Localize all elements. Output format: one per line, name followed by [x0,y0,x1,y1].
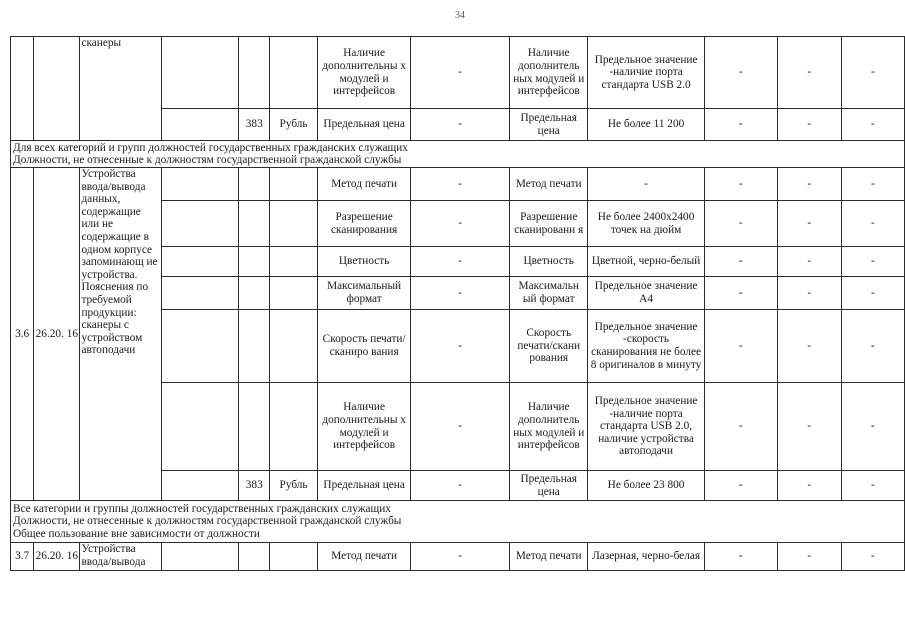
reserved-cell [162,109,239,141]
dash-cell: - [841,471,904,501]
dash-cell: - [704,277,777,310]
value-cell: Цветной, черно-белый [588,247,704,277]
value-cell: Не более 2400x2400 точек на дюйм [588,201,704,247]
category-group-row [11,141,905,168]
okei-cell [239,310,270,383]
dash-cell: - [777,471,841,501]
dash-cell: - [704,310,777,383]
dash-cell: - [411,37,510,109]
dash-cell: - [777,37,841,109]
dash-cell: - [704,543,777,571]
dash-cell: - [411,247,510,277]
code-cell: 26.20. 16 [34,543,80,571]
category-group-row [11,501,905,543]
category-line: Должности, не отнесенные к должностям государственной гражданской службы [13,515,402,528]
value-cell: Не более 23 800 [588,471,704,501]
unit-cell: Рубль [270,109,318,141]
characteristic2-cell: Максимальн ый формат [510,277,588,310]
category-line: Общее пользование вне зависимости от должности [13,527,260,540]
dash-cell: - [411,109,510,141]
dash-cell: - [411,383,510,471]
product-name-cell: сканеры [80,37,162,141]
characteristic2-cell: Разрешение сканировани я [510,201,588,247]
dash-cell: - [411,277,510,310]
requirements-table [10,36,905,571]
num-cell: 3.7 [11,543,34,571]
characteristic-cell: Наличие дополнительны х модулей и интерфейсов [318,383,411,471]
table-row [11,37,905,109]
dash-cell: - [704,201,777,247]
dash-cell: - [704,109,777,141]
okei-cell: 383 [239,109,270,141]
dash-cell: - [841,37,904,109]
characteristic-cell: Максимальный формат [318,277,411,310]
dash-cell: - [841,383,904,471]
dash-cell: - [777,247,841,277]
dash-cell: - [411,310,510,383]
dash-cell: - [411,201,510,247]
dash-cell: - [704,168,777,201]
dash-cell: - [704,471,777,501]
dash-cell: - [704,37,777,109]
dash-cell: - [411,471,510,501]
characteristic-cell: Предельная цена [318,471,411,501]
value-cell: Предельное значение -наличие порта стандарта USB 2.0, наличие устройства автоподачи [588,383,704,471]
value-cell: - [588,168,704,201]
characteristic2-cell: Цветность [510,247,588,277]
reserved-cell [162,201,239,247]
dash-cell: - [777,109,841,141]
unit-cell [270,37,318,109]
okei-cell [239,37,270,109]
dash-cell: - [841,168,904,201]
dash-cell: - [841,543,904,571]
characteristic-cell: Предельная цена [318,109,411,141]
code-cell: 26.20. 16 [34,168,80,501]
dash-cell: - [411,168,510,201]
dash-cell: - [841,201,904,247]
characteristic-cell: Наличие дополнительны х модулей и интерфейсов [318,37,411,109]
category-group-cell [11,141,905,168]
okei-cell: 383 [239,471,270,501]
dash-cell: - [777,201,841,247]
characteristic2-cell: Наличие дополнитель ных модулей и интерфейсов [510,37,588,109]
unit-cell [270,247,318,277]
characteristic-cell: Цветность [318,247,411,277]
dash-cell: - [777,543,841,571]
okei-cell [239,383,270,471]
dash-cell: - [777,383,841,471]
value-cell: Лазерная, черно-белая [588,543,704,571]
reserved-cell [162,471,239,501]
code-cell [34,37,80,141]
num-cell [11,37,34,141]
dash-cell: - [777,168,841,201]
category-line: Должности, не отнесенные к должностям государственной гражданской службы [13,154,402,166]
page-number: 34 [455,10,465,21]
category-line: Все категории и группы должностей государственных гражданских служащих [13,502,391,515]
okei-cell [239,543,270,571]
dash-cell: - [841,109,904,141]
unit-cell [270,383,318,471]
table-row [11,168,905,201]
unit-cell [270,543,318,571]
dash-cell: - [777,277,841,310]
product-name-cell: Устройства ввода/вывода данных, содержащие или не содержащие в одном корпусе запоминающ ие устройства. Пояснения по требуемой продукции: сканеры с устройством автоподачи [80,168,162,501]
characteristic2-cell: Наличие дополнитель ных модулей и интерфейсов [510,383,588,471]
characteristic2-cell: Предельная цена [510,471,588,501]
num-cell: 3.6 [11,168,34,501]
product-name-cell: Устройства ввода/вывода [80,543,162,571]
category-line: Для всех категорий и групп должностей государственных гражданских служащих [13,141,408,154]
dash-cell: - [841,310,904,383]
reserved-cell [162,247,239,277]
okei-cell [239,168,270,201]
value-cell: Не более 11 200 [588,109,704,141]
dash-cell: - [841,247,904,277]
dash-cell: - [704,247,777,277]
unit-cell [270,201,318,247]
reserved-cell [162,277,239,310]
unit-cell [270,310,318,383]
characteristic-cell: Метод печати [318,168,411,201]
characteristic-cell: Метод печати [318,543,411,571]
reserved-cell [162,383,239,471]
value-cell: Предельное значение -скорость сканирования не более 8 оригиналов в минуту [588,310,704,383]
table-row [11,543,905,571]
unit-cell: Рубль [270,471,318,501]
unit-cell [270,277,318,310]
characteristic2-cell: Скорость печати/скани рования [510,310,588,383]
value-cell: Предельное значение -наличие порта стандарта USB 2.0 [588,37,704,109]
okei-cell [239,247,270,277]
characteristic2-cell: Метод печати [510,543,588,571]
reserved-cell [162,168,239,201]
reserved-cell [162,37,239,109]
okei-cell [239,201,270,247]
unit-cell [270,168,318,201]
category-group-cell [11,501,905,543]
characteristic-cell: Скорость печати/сканиро вания [318,310,411,383]
okei-cell [239,277,270,310]
characteristic2-cell: Предельная цена [510,109,588,141]
dash-cell: - [704,383,777,471]
value-cell: Предельное значение А4 [588,277,704,310]
characteristic2-cell: Метод печати [510,168,588,201]
dash-cell: - [777,310,841,383]
reserved-cell [162,543,239,571]
dash-cell: - [841,277,904,310]
characteristic-cell: Разрешение сканирования [318,201,411,247]
reserved-cell [162,310,239,383]
dash-cell: - [411,543,510,571]
